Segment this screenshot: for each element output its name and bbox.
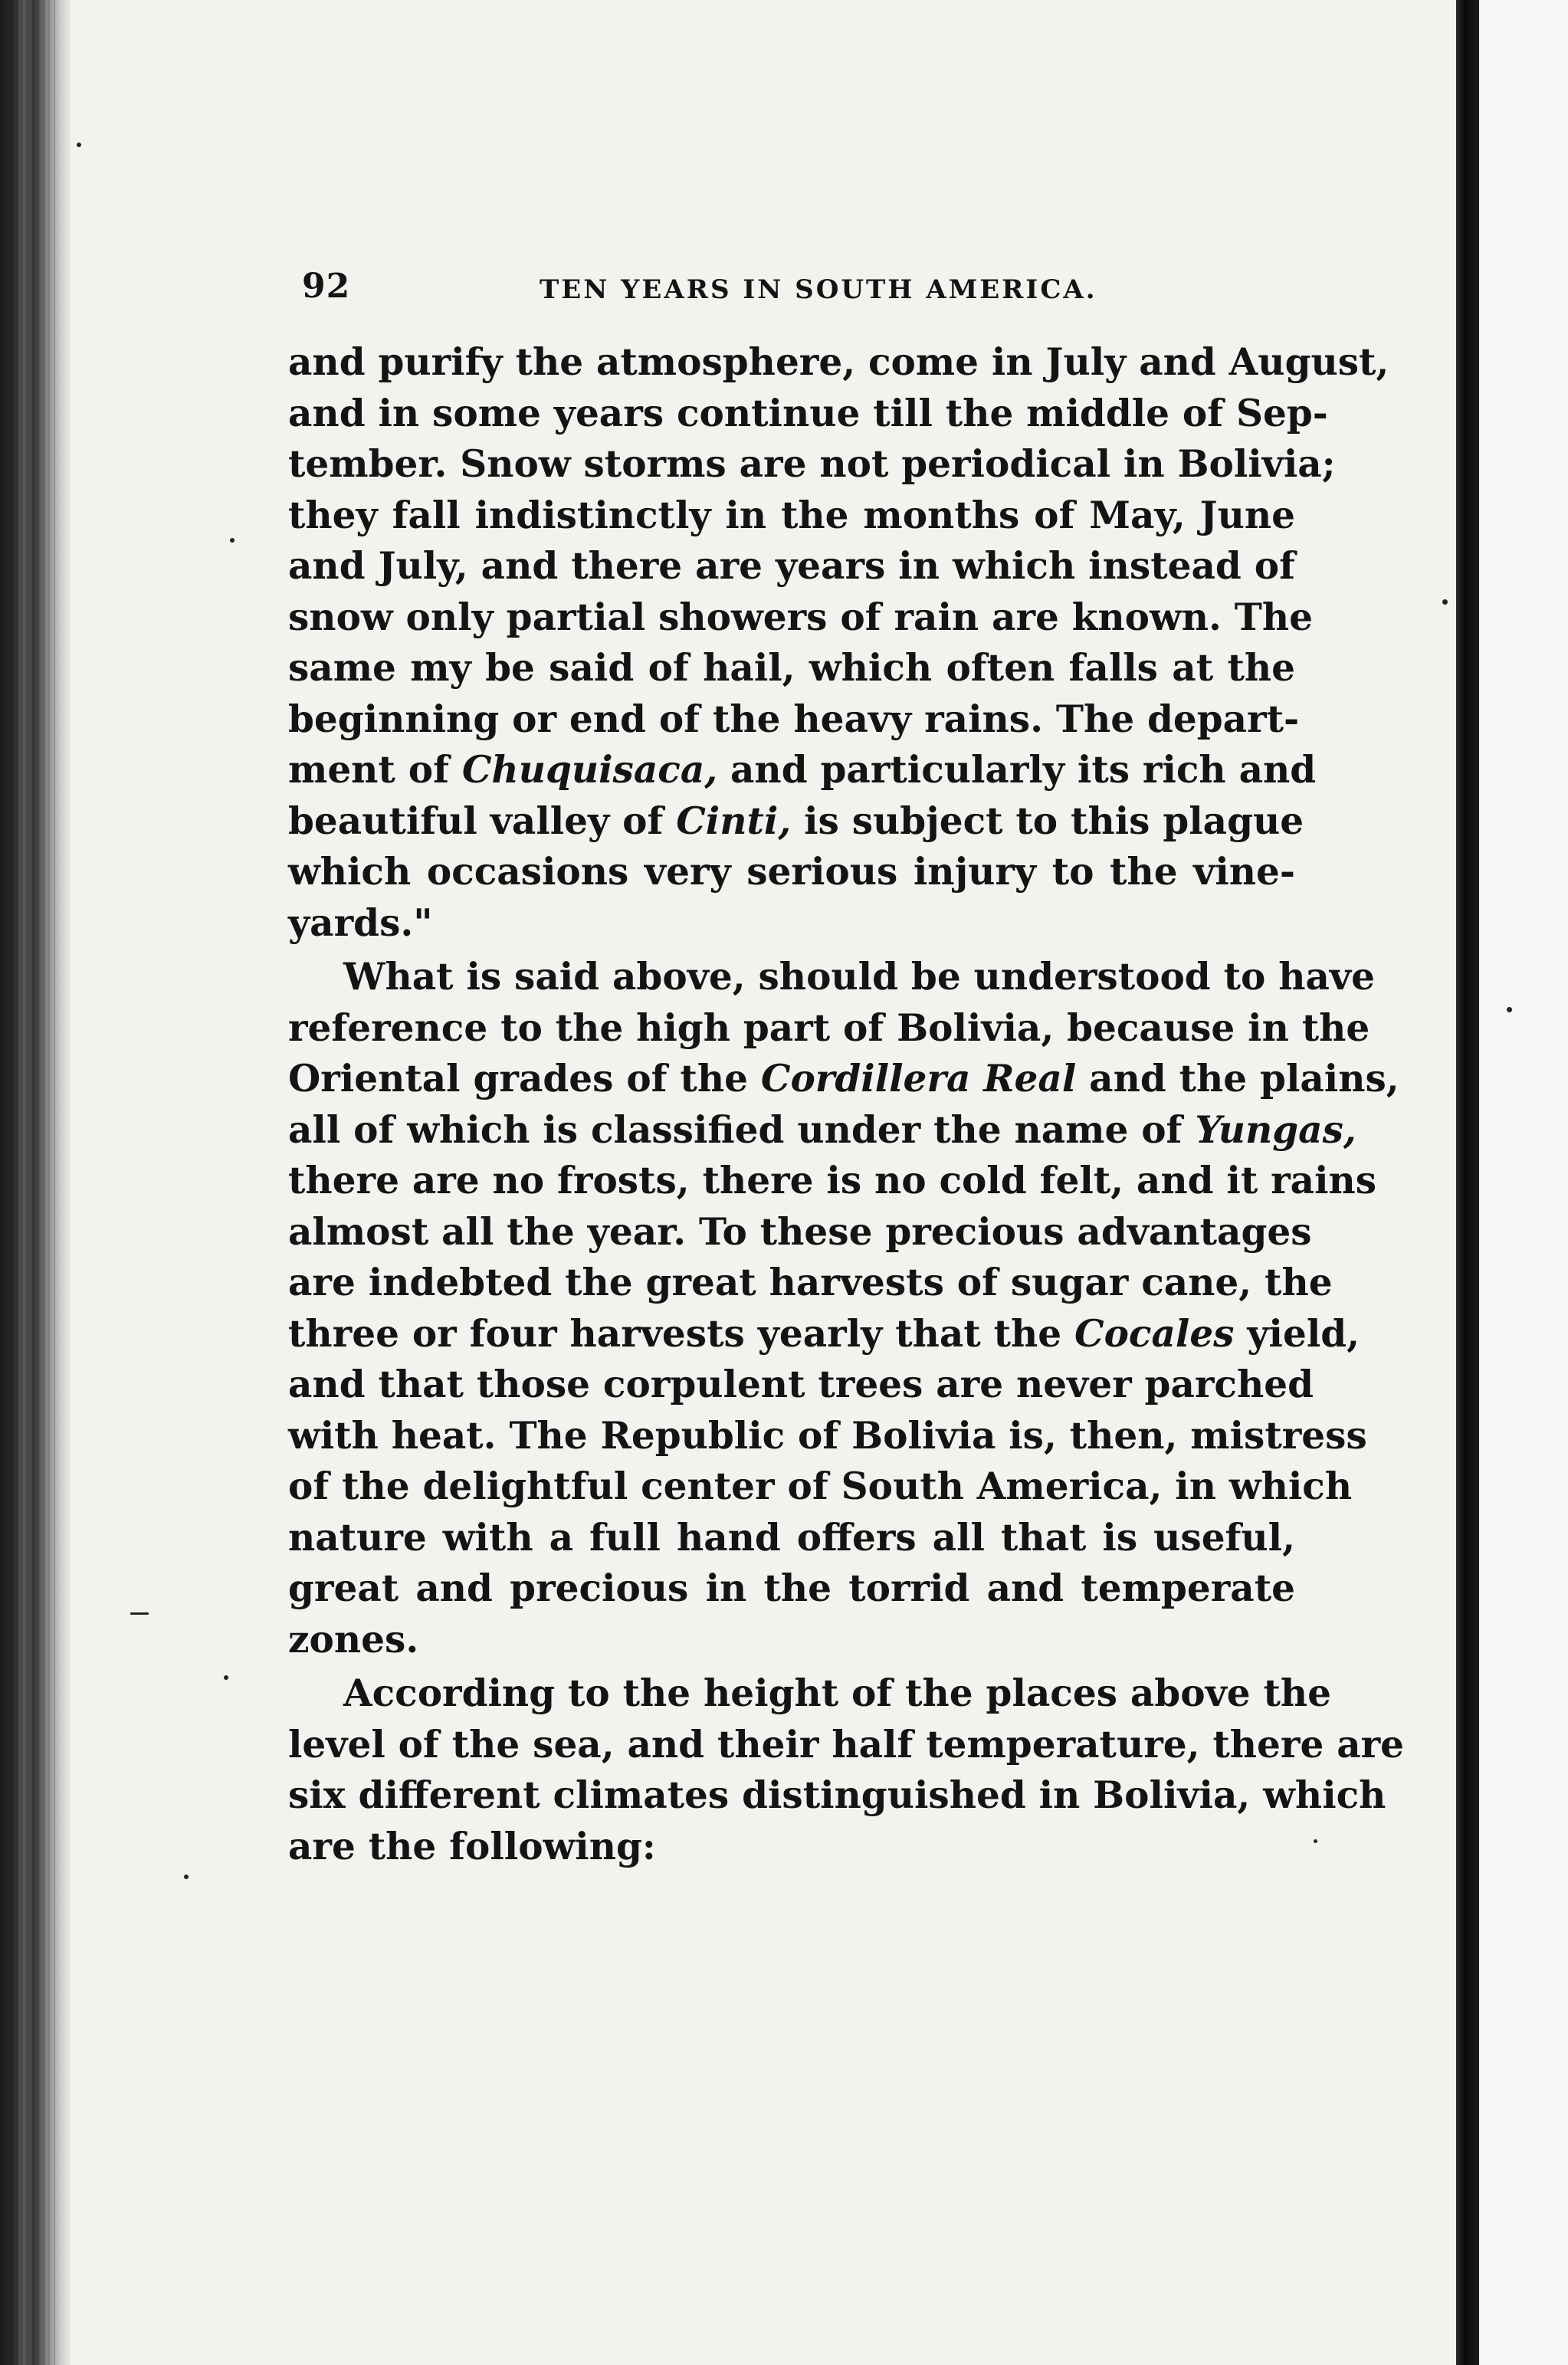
scan-speck <box>1507 1007 1512 1012</box>
right-margin <box>1479 0 1568 2365</box>
scan-speck <box>184 1875 189 1879</box>
text-line: level of the sea, and their half temperature, there are <box>288 1722 1405 1766</box>
italic-term: Cordillera Real <box>760 1057 1077 1100</box>
text-line: ment of Chuquisaca, and particularly its rich and <box>288 748 1317 792</box>
scan-speck <box>224 1675 228 1680</box>
text-line: almost all the year. To these precious advantages <box>288 1209 1312 1254</box>
body-text <box>288 337 1405 1872</box>
text-line: What is said above, should be understood to have <box>343 955 1375 999</box>
text-line: nature with a full hand offers all that is useful, <box>288 1515 1295 1560</box>
text-line: which occasions very serious injury to the vine- <box>288 850 1295 894</box>
scan-speck <box>1314 1839 1317 1843</box>
text-line: same my be said of hail, which often falls at the <box>288 646 1295 690</box>
text-line: of the delightful center of South America, in which <box>288 1465 1353 1508</box>
text-line: beautiful valley of Cinti, is subject to this plague <box>288 799 1304 843</box>
scan-speck <box>1442 599 1448 605</box>
italic-term: Cinti, <box>676 799 792 843</box>
text-line: reference to the high part of Bolivia, because in the <box>288 1005 1370 1050</box>
text-line: Oriental grades of the Cordillera Real and the plains, <box>288 1057 1399 1100</box>
text-line: and July, and there are years in which instead of <box>288 544 1295 588</box>
text-line: tember. Snow storms are not periodical in Bolivia; <box>288 442 1336 486</box>
text-line: beginning or end of the heavy rains. The depart- <box>288 697 1300 741</box>
text-line: and in some years continue till the middle of Sep- <box>288 391 1328 435</box>
text-line: they fall indistinctly in the months of May, June <box>288 493 1295 537</box>
text-line: with heat. The Republic of Bolivia is, then, mistress <box>288 1413 1367 1458</box>
text-line: six different climates distinguished in Bolivia, which <box>288 1773 1386 1817</box>
text-line: great and precious in the torrid and temperate <box>288 1566 1295 1610</box>
page-number: 92 <box>302 267 351 306</box>
text-line: three or four harvests yearly that the Cocales yield, <box>288 1311 1360 1356</box>
text-line: and that those corpulent trees are never parched <box>288 1363 1314 1406</box>
text-line: yards." <box>288 900 433 945</box>
right-page-edge <box>1456 0 1479 2365</box>
text-line: all of which is classified under the name of Yungas, <box>288 1107 1356 1152</box>
text-line: are the following: <box>288 1824 656 1868</box>
text-line: snow only partial showers of rain are known. The <box>288 595 1313 639</box>
scan-speck <box>77 143 81 147</box>
text-line: and purify the atmosphere, come in July and August, <box>288 340 1389 384</box>
running-head: TEN YEARS IN SOUTH AMERICA. <box>540 274 1097 305</box>
scan-speck <box>130 1612 149 1615</box>
text-line: According to the height of the places above the <box>343 1671 1332 1715</box>
text-line: there are no frosts, there is no cold felt, and it rains <box>288 1159 1377 1202</box>
italic-term: Yungas, <box>1195 1107 1356 1152</box>
italic-term: Chuquisaca, <box>461 748 718 792</box>
italic-term: Cocales <box>1074 1311 1235 1356</box>
text-line: are indebted the great harvests of sugar cane, the <box>288 1261 1333 1304</box>
text-line: zones. <box>288 1617 419 1661</box>
scan-speck <box>230 538 235 543</box>
page-header <box>302 267 1321 313</box>
page-edge-lines <box>11 0 57 2365</box>
